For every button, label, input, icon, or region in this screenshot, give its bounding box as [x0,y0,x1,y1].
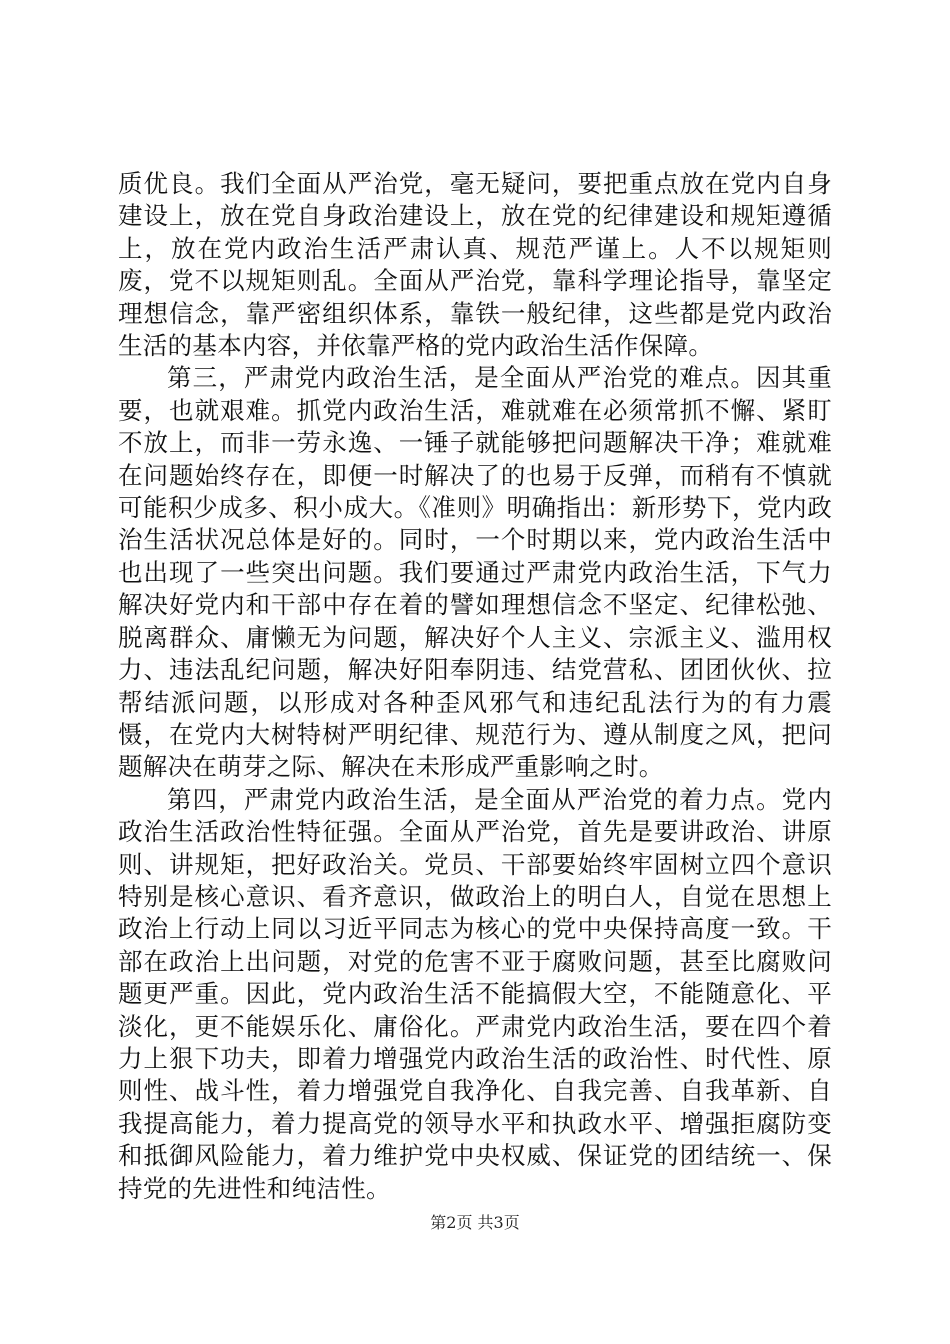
paragraph-1: 质优良。我们全面从严治党，毫无疑问，要把重点放在党内自身建设上，放在党自身政治建设上，放在党的纪律建设和规矩遵循上，放在党内政治生活严肃认真、规范严谨上。人不以规矩则废，党不以规矩则乱。全面从严治党，靠科学理论指导，靠坚定理想信念，靠严密组织体系，靠铁一般纪律，这些都是党内政治生活的基本内容，并依靠严格的党内政治生活作保障。 [118,169,832,361]
paragraph-2: 第三，严肃党内政治生活，是全面从严治党的难点。因其重要，也就艰难。抓党内政治生活，难就难在必须常抓不懈、紧盯不放上，而非一劳永逸、一锤子就能够把问题解决干净；难就难在问题始终存在，即便一时解决了的也易于反弹，而稍有不慎就可能积少成多、积小成大。《准则》明确指出：新形势下，党内政治生活状况总体是好的。同时，一个时期以来，党内政治生活中也出现了一些突出问题。我们要通过严肃党内政治生活，下气力解决好党内和干部中存在着的譬如理想信念不坚定、纪律松弛、脱离群众、庸懒无为问题，解决好个人主义、宗派主义、滥用权力、违法乱纪问题，解决好阳奉阴违、结党营私、团团伙伙、拉帮结派问题，以形成对各种歪风邪气和违纪乱法行为的有力震慑，在党内大树特树严明纪律、规范行为、遵从制度之风，把问题解决在萌芽之际、解决在未形成严重影响之时。 [118,363,832,782]
paragraph-3: 第四，严肃党内政治生活，是全面从严治党的着力点。党内政治生活政治性特征强。全面从严治党，首先是要讲政治、讲原则、讲规矩，把好政治关。党员、干部要始终牢固树立四个意识特别是核心意识、看齐意识，做政治上的明白人，自觉在思想上政治上行动上同以习近平同志为核心的党中央保持高度一致。干部在政治上出问题，对党的危害不亚于腐败问题，甚至比腐败问题更严重。因此，党内政治生活不能搞假大空，不能随意化、平淡化，更不能娱乐化、庸俗化。严肃党内政治生活，要在四个着力上狠下功夫，即着力增强党内政治生活的政治性、时代性、原则性、战斗性，着力增强党自我净化、自我完善、自我革新、自我提高能力，着力提高党的领导水平和执政水平、增强拒腐防变和抵御风险能力，着力维护党中央权威、保证党的团结统一、保持党的先进性和纯洁性。 [118,784,832,1203]
page-number-footer: 第2页 共3页 [430,1213,520,1232]
document-body [118,168,832,1205]
